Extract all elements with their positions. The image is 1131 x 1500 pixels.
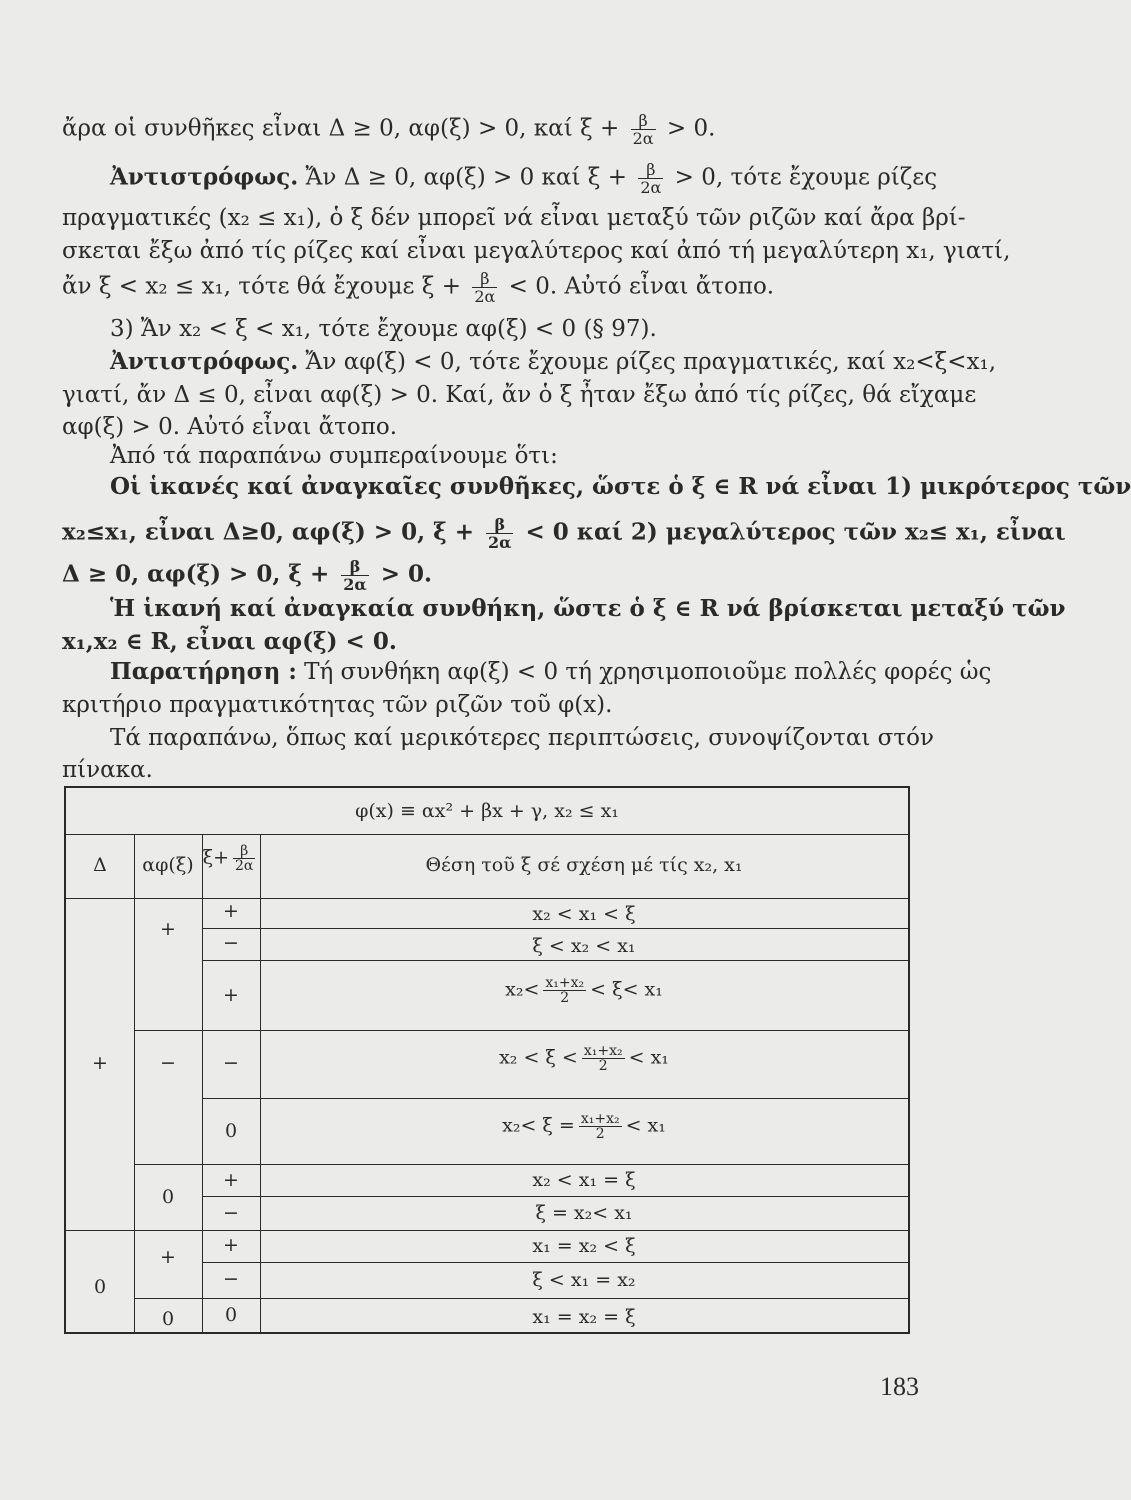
- position-cell: ξ = x₂< x₁: [535, 1202, 633, 1224]
- table-title: φ(x) ≡ αx² + βx + γ, x₂ ≤ x₁: [355, 800, 619, 822]
- header-af: αφ(ξ): [142, 854, 194, 876]
- delta-plus: +: [92, 1052, 108, 1074]
- position-cell: x₁ = x₂ < ξ: [532, 1235, 636, 1257]
- text-line-6: 3) Ἄν x₂ < ξ < x₁, τότε ἔχουμε αφ(ξ) < 0 (§ 97).: [110, 316, 657, 342]
- text-line-17: κριτήριο πραγματικότητας τῶν ριζῶν τοῦ φ(x).: [62, 692, 613, 718]
- table-rule: [202, 1262, 908, 1263]
- text-line-2: Ἀντιστρόφως. Ἄν Δ ≥ 0, αφ(ξ) > 0 καί ξ + $\frac{\beta}{2\alpha}$ > 0, τότε ἔχουμε ρίζες: [110, 160, 938, 197]
- af-minus: −: [160, 1052, 176, 1074]
- table-rule: [66, 834, 908, 835]
- table-rule: [134, 1298, 908, 1299]
- fraction: $\frac{\beta}{2\alpha}$: [474, 269, 496, 306]
- text-line-13: Δ ≥ 0, αφ(ξ) > 0, ξ + $\frac{\beta}{2\alpha}$ > 0.: [62, 557, 433, 594]
- table-rule: [202, 960, 908, 961]
- position-cell: x₂< $\frac{\text{x₁+x₂}}{2}$ < ξ< x₁: [505, 975, 663, 1006]
- table-rule: [202, 928, 908, 929]
- position-cell: x₂< ξ = $\frac{\text{x₁+x₂}}{2}$ < x₁: [502, 1111, 666, 1142]
- text-line-4: σκεται ἔξω ἀπό τίς ρίζες καί εἶναι μεγαλύτερος καί ἀπό τή μεγαλύτερη x₁, γιατί,: [62, 238, 1011, 264]
- summary-table: [64, 786, 910, 1334]
- fraction: $\frac{\beta}{2\alpha}$: [343, 557, 367, 594]
- table-rule: [202, 1196, 908, 1197]
- position-cell: x₂ < x₁ = ξ: [532, 1169, 636, 1191]
- table-rule: [66, 898, 908, 899]
- sign-cell: −: [223, 932, 239, 954]
- af-plus: +: [160, 918, 176, 940]
- text-line-10: Ἀπό τά παραπάνω συμπεραίνουμε ὅτι:: [110, 443, 558, 469]
- page-number: 183: [880, 1372, 919, 1401]
- position-cell: x₂ < x₁ < ξ: [532, 903, 636, 925]
- sign-cell: +: [223, 1234, 239, 1256]
- position-cell: x₂ < ξ < $\frac{\text{x₁+x₂}}{2}$ < x₁: [499, 1043, 669, 1074]
- sign-cell: −: [223, 1202, 239, 1224]
- sign-cell: +: [223, 900, 239, 922]
- text-line-1: ἄρα οἱ συνθῆκες εἶναι Δ ≥ 0, αφ(ξ) > 0, καί ξ + $\frac{\beta}{2\alpha}$ > 0.: [62, 111, 716, 148]
- text-line-19: πίνακα.: [62, 757, 153, 783]
- text-line-9: αφ(ξ) > 0. Αὐτό εἶναι ἄτοπο.: [62, 414, 398, 440]
- af-zero: 0: [161, 1186, 175, 1208]
- fraction: $\frac{\beta}{2\alpha}$: [632, 111, 654, 148]
- fraction: $\frac{\beta}{2\alpha}$: [488, 515, 512, 552]
- position-cell: ξ < x₁ = x₂: [532, 1269, 636, 1291]
- text-line-8: γιατί, ἄν Δ ≤ 0, εἶναι αφ(ξ) > 0. Καί, ἄν ὁ ξ ἦταν ἔξω ἀπό τίς ρίζες, θά εἴχαμε: [62, 382, 977, 408]
- header-xi: ξ+ $\frac{\beta}{2\alpha}$: [202, 843, 254, 874]
- af-plus-2: +: [160, 1246, 176, 1268]
- text-line-14: Ἡ ἱκανή καί ἀναγκαία συνθήκη, ὥστε ὁ ξ ∈ R νά βρίσκεται μεταξύ τῶν: [110, 595, 1066, 622]
- af-zero-2: 0: [161, 1308, 175, 1330]
- header-position: Θέση τοῦ ξ σέ σχέση μέ τίς x₂, x₁: [425, 854, 743, 876]
- sign-cell: −: [223, 1268, 239, 1290]
- text-line-15: x₁,x₂ ∈ R, εἶναι αφ(ξ) < 0.: [62, 628, 397, 655]
- table-rule: [134, 1164, 908, 1165]
- delta-zero: 0: [93, 1276, 107, 1298]
- fraction: $\frac{\beta}{2\alpha}$: [640, 160, 662, 197]
- text-line-16: Παρατήρηση : Τή συνθήκη αφ(ξ) < 0 τή χρησιμοποιοῦμε πολλές φορές ὡς: [110, 658, 992, 685]
- table-rule: [66, 1230, 908, 1231]
- text-line-18: Τά παραπάνω, ὅπως καί μερικότερες περιπτώσεις, συνοψίζονται στόν: [110, 725, 934, 751]
- text-line-3: πραγματικές (x₂ ≤ x₁), ὁ ξ δέν μπορεῖ νά εἶναι μεταξύ τῶν ριζῶν καί ἄρα βρί-: [62, 205, 966, 231]
- position-cell: ξ < x₂ < x₁: [532, 935, 636, 957]
- sign-cell: +: [223, 1169, 239, 1191]
- sign-cell: +: [223, 984, 239, 1006]
- sign-cell: 0: [224, 1120, 238, 1142]
- position-cell: x₁ = x₂ = ξ: [532, 1306, 636, 1328]
- text-line-12: x₂≤x₁, εἶναι Δ≥0, αφ(ξ) > 0, ξ + $\frac{\beta}{2\alpha}$ < 0 καί 2) μεγαλύτερος τῶν x₂≤ x₁, εἶναι: [62, 515, 1066, 552]
- text-line-11: Οἱ ἱκανές καί ἀναγκαῖες συνθῆκες, ὥστε ὁ ξ ∈ R νά εἶναι 1) μικρότερος τῶν: [110, 473, 1131, 500]
- table-rule: [134, 1030, 908, 1031]
- sign-cell: 0: [224, 1304, 238, 1326]
- sign-cell: −: [223, 1052, 239, 1074]
- text-line-7: Ἀντιστρόφως. Ἄν αφ(ξ) < 0, τότε ἔχουμε ρίζες πραγματικές, καί x₂<ξ<x₁,: [110, 348, 997, 375]
- header-delta: Δ: [93, 854, 107, 876]
- text-line-5: ἄν ξ < x₂ ≤ x₁, τότε θά ἔχουμε ξ + $\frac{\beta}{2\alpha}$ < 0. Αὐτό εἶναι ἄτοπο.: [62, 269, 775, 306]
- table-rule: [202, 1098, 908, 1099]
